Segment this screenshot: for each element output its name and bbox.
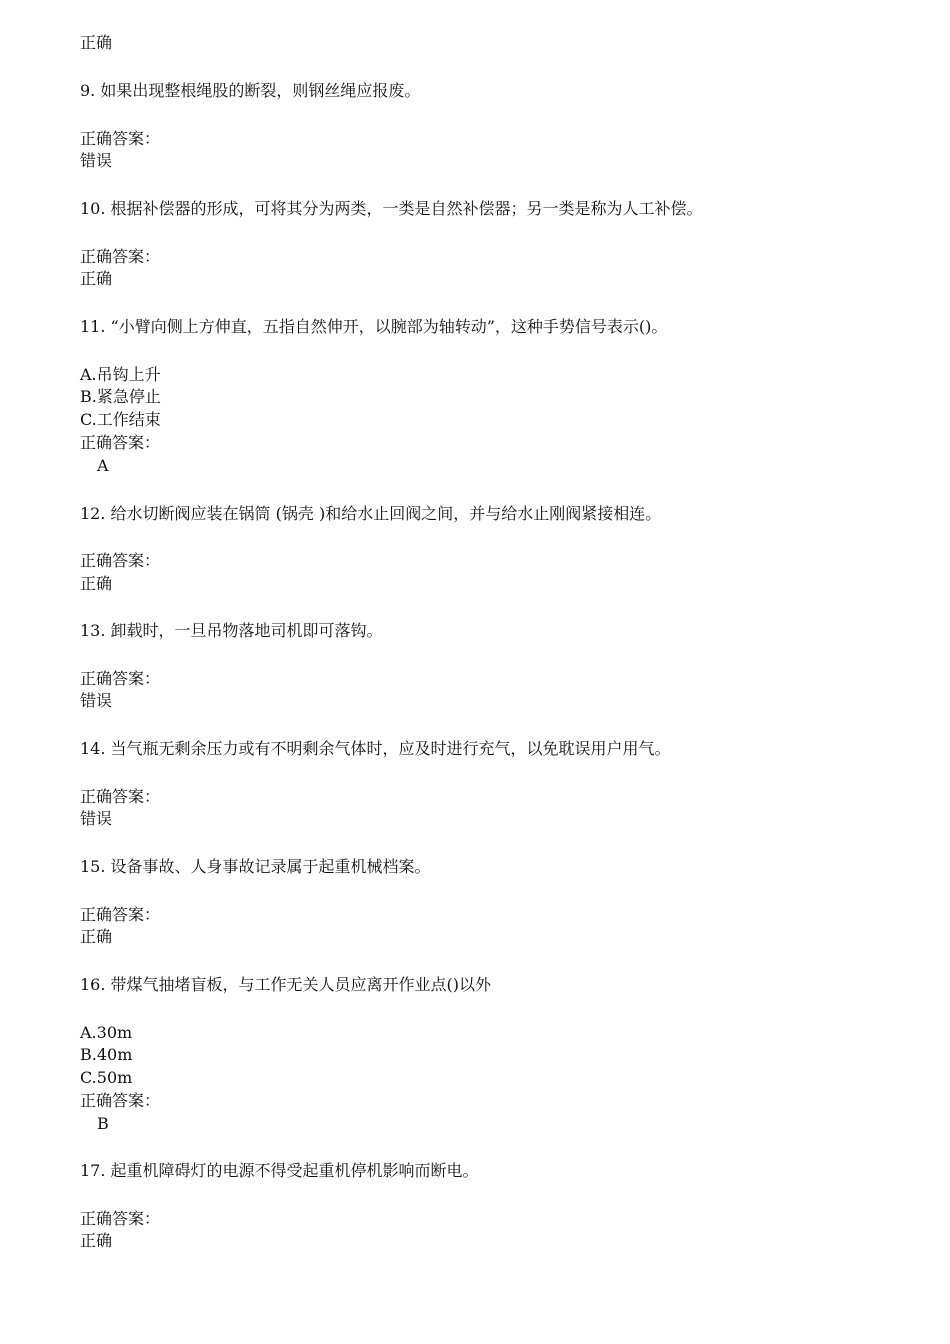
option-a: A.吊钩上升: [80, 365, 161, 384]
answer-label: 正确答案：: [80, 129, 161, 148]
answer-label: 正确答案：: [80, 905, 161, 924]
answer-text: 正确: [80, 269, 113, 288]
question-15: 15. 设备事故、人身事故记录属于起重机械档案。: [80, 857, 431, 876]
answer-text: 错误: [80, 691, 113, 710]
question-12: 12. 给水切断阀应装在锅筒 (锅壳 )和给水止回阀之间，并与给水止刚阀紧接相连。: [80, 504, 662, 523]
option-c: C.50m: [80, 1068, 133, 1087]
answer-label: 正确答案：: [80, 1091, 161, 1110]
question-16: 16. 带煤气抽堵盲板，与工作无关人员应离开作业点()以外: [80, 975, 492, 994]
answer-label: 正确答案：: [80, 551, 161, 570]
answer-label: 正确答案：: [80, 1209, 161, 1228]
answer-text: A: [97, 456, 109, 475]
option-b: B.40m: [80, 1045, 133, 1064]
answer-text: 正确: [80, 927, 113, 946]
answer-text: B: [97, 1114, 109, 1133]
question-14: 14. 当气瓶无剩余压力或有不明剩余气体时，应及时进行充气，以免耽误用户用气。: [80, 739, 671, 758]
question-9: 9. 如果出现整根绳股的断裂，则钢丝绳应报废。: [80, 81, 421, 100]
question-17: 17. 起重机障碍灯的电源不得受起重机停机影响而断电。: [80, 1161, 479, 1180]
option-b: B.紧急停止: [80, 387, 161, 406]
answer-label: 正确答案：: [80, 669, 161, 688]
answer-text: 正确: [80, 33, 113, 52]
answer-text: 错误: [80, 809, 113, 828]
question-11: 11. “小臂向侧上方伸直，五指自然伸开，以腕部为轴转动”，这种手势信号表示()。: [80, 317, 668, 336]
answer-label: 正确答案：: [80, 247, 161, 266]
option-c: C.工作结束: [80, 410, 161, 429]
answer-label: 正确答案：: [80, 433, 161, 452]
answer-text: 正确: [80, 1231, 113, 1250]
answer-text: 错误: [80, 151, 113, 170]
question-10: 10. 根据补偿器的形成，可将其分为两类，一类是自然补偿器；另一类是称为人工补偿。: [80, 199, 703, 218]
answer-text: 正确: [80, 574, 113, 593]
option-a: A.30m: [80, 1023, 133, 1042]
answer-label: 正确答案：: [80, 787, 161, 806]
question-13: 13. 卸载时，一旦吊物落地司机即可落钩。: [80, 621, 383, 640]
